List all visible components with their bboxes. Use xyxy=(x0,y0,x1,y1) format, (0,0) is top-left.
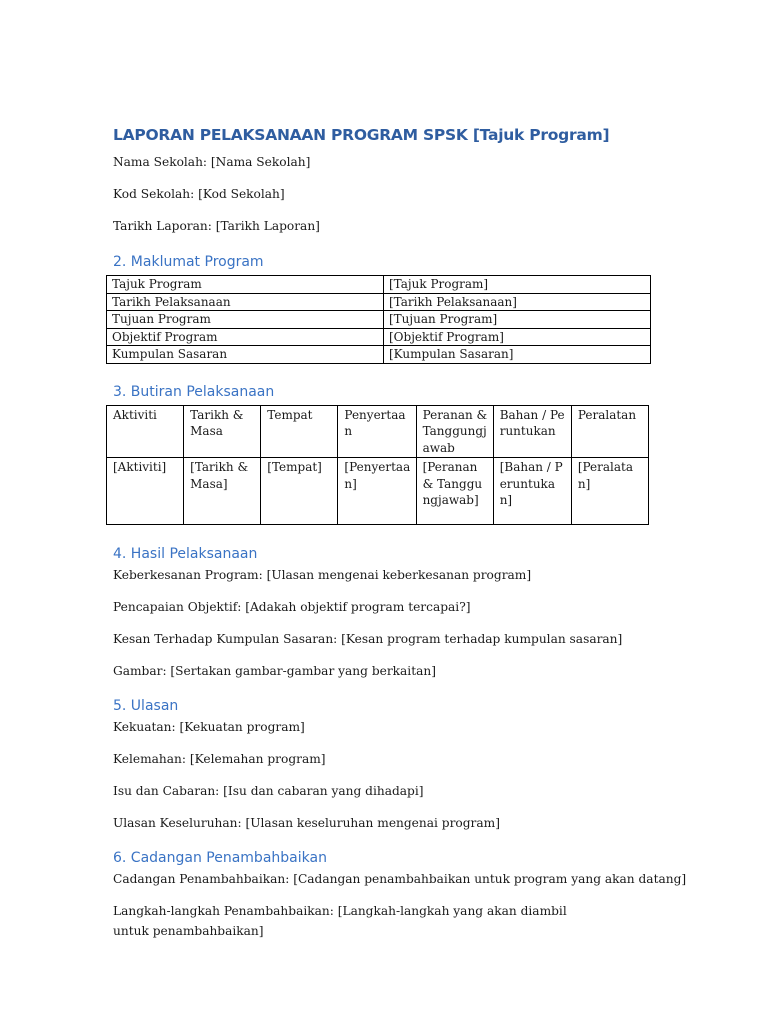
section-heading-butiran: 3. Butiran Pelaksanaan xyxy=(113,383,275,400)
table-cell-label: Tajuk Program xyxy=(107,276,384,294)
section-heading-cadangan: 6. Cadangan Penambahbaikan xyxy=(113,850,327,867)
paragraph: Kesan Terhadap Kumpulan Sasaran: [Kesan program terhadap kumpulan sasaran] xyxy=(113,632,623,647)
table-header-cell: Aktiviti xyxy=(107,405,184,458)
table-header-cell: Peranan & Tanggungjawab xyxy=(416,405,493,458)
table-cell: [Peralatan] xyxy=(571,458,648,525)
butiran-pelaksanaan-table xyxy=(106,405,649,526)
table-row xyxy=(107,293,651,311)
kod-sekolah-field: Kod Sekolah: [Kod Sekolah] xyxy=(113,187,285,201)
section-heading-ulasan: 5. Ulasan xyxy=(113,698,179,715)
table-row xyxy=(107,328,651,346)
table-cell: [Bahan / Peruntukan] xyxy=(493,458,571,525)
document-content xyxy=(112,124,687,957)
table-row xyxy=(107,458,649,525)
table-cell-value: [Kumpulan Sasaran] xyxy=(384,346,651,364)
document-title: LAPORAN PELAKSANAAN PROGRAM SPSK [Tajuk Program] xyxy=(113,126,610,144)
table-cell-label: Tarikh Pelaksanaan xyxy=(107,293,384,311)
table-cell-label: Objektif Program xyxy=(107,328,384,346)
paragraph: Gambar: [Sertakan gambar-gambar yang berkaitan] xyxy=(113,664,436,679)
table-row xyxy=(107,276,651,294)
paragraph: Isu dan Cabaran: [Isu dan cabaran yang dihadapi] xyxy=(113,784,424,799)
paragraph: Langkah-langkah Penambahbaikan: [Langkah-langkah yang akan diambil untuk penambahbaikan] xyxy=(113,904,567,939)
table-cell-label: Tujuan Program xyxy=(107,311,384,329)
table-cell: [Peranan & Tanggungjawab] xyxy=(416,458,493,525)
table-cell: [Tempat] xyxy=(261,458,338,525)
table-cell-value: [Tajuk Program] xyxy=(384,276,651,294)
paragraph: Kekuatan: [Kekuatan program] xyxy=(113,720,305,735)
table-header-cell: Tempat xyxy=(261,405,338,458)
table-header-cell: Tarikh & Masa xyxy=(184,405,261,458)
section-heading-maklumat: 2. Maklumat Program xyxy=(113,254,264,270)
table-cell: [Penyertaan] xyxy=(338,458,416,525)
table-cell-value: [Tujuan Program] xyxy=(384,311,651,329)
section-heading-hasil: 4. Hasil Pelaksanaan xyxy=(113,546,258,563)
table-cell-value: [Objektif Program] xyxy=(384,328,651,346)
table-row xyxy=(107,311,651,329)
nama-sekolah-field: Nama Sekolah: [Nama Sekolah] xyxy=(113,155,311,169)
table-header-cell: Bahan / Peruntukan xyxy=(493,405,571,458)
paragraph: Pencapaian Objektif: [Adakah objektif program tercapai?] xyxy=(113,600,471,615)
table-header-cell: Peralatan xyxy=(571,405,648,458)
maklumat-program-table xyxy=(106,275,651,364)
table-cell: [Aktiviti] xyxy=(107,458,184,525)
table-cell-label: Kumpulan Sasaran xyxy=(107,346,384,364)
paragraph: Ulasan Keseluruhan: [Ulasan keseluruhan mengenai program] xyxy=(113,816,500,831)
table-header-cell: Penyertaan xyxy=(338,405,416,458)
paragraph: Cadangan Penambahbaikan: [Cadangan penambahbaikan untuk program yang akan datang] xyxy=(113,872,687,887)
paragraph: Kelemahan: [Kelemahan program] xyxy=(113,752,326,767)
table-header-row xyxy=(107,405,649,458)
table-cell-value: [Tarikh Pelaksanaan] xyxy=(384,293,651,311)
table-row xyxy=(107,346,651,364)
paragraph: Keberkesanan Program: [Ulasan mengenai keberkesanan program] xyxy=(113,568,532,583)
tarikh-laporan-field: Tarikh Laporan: [Tarikh Laporan] xyxy=(113,219,320,233)
table-cell: [Tarikh & Masa] xyxy=(184,458,261,525)
